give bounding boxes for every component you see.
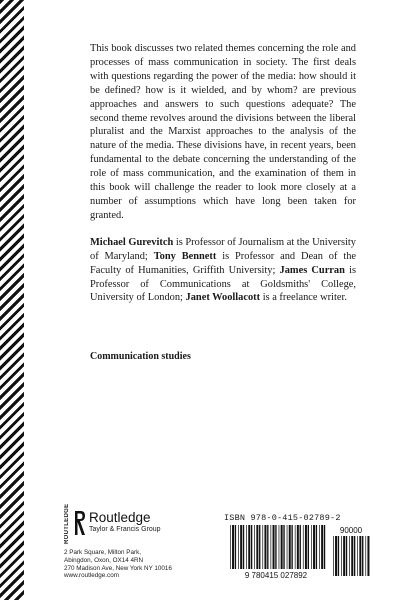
barcode-bar (254, 525, 255, 569)
barcode-bar (238, 525, 239, 569)
barcode-bar (341, 536, 342, 576)
blurb-paragraph: This book discusses two related themes concerning the role and processes of mass communication in society. The first deals with questions regarding the power of the media: how should it be defined? how is it wielded, and by whom? are previous approaches and answers to such questions adequate? The second theme revolves around the divisions between the liberal pluralist and the Marxist approaches to the analysis of the nature of the media. These divisions have, in recent years, been fundamental to the debate concerning the understanding of the role of mass communication, and the examination of them in this book will challenge the reader to look more closely at a number of assumptions which have long been taken for granted. (90, 43, 356, 221)
barcode-bar (246, 525, 247, 569)
barcode-bar (279, 525, 280, 569)
publisher-name: Routledge (89, 510, 151, 525)
barcode-bar (349, 536, 350, 576)
barcode-bar (289, 525, 291, 569)
barcode-bar (324, 525, 325, 569)
barcode-bar (264, 525, 266, 569)
barcode-bar (291, 525, 292, 569)
isbn-barcode-block (224, 513, 374, 580)
hatched-spine-border (0, 0, 24, 600)
barcode-bar (256, 525, 258, 569)
barcode-bar (243, 525, 244, 569)
barcode-bar (333, 536, 334, 576)
barcode-bar (321, 525, 323, 569)
barcode-bar (297, 525, 299, 569)
barcode-bar (235, 525, 236, 569)
routledge-logo-icon (74, 510, 86, 536)
barcode-bar (338, 536, 339, 576)
barcode-bar (295, 525, 296, 569)
barcode-bar (273, 525, 275, 569)
price-addon-barcode-icon (330, 524, 372, 580)
barcode-bar (248, 525, 250, 569)
barcode-bar (259, 525, 260, 569)
barcode-bar (367, 536, 369, 576)
barcode-bar (335, 536, 337, 576)
barcode-bar (354, 536, 355, 576)
address-line: 2 Park Square, Milton Park, (64, 549, 141, 556)
barcode-bar (343, 536, 345, 576)
barcode-bar (346, 536, 347, 576)
isbn-label: ISBN 978-0-415-02789-2 (224, 513, 341, 523)
barcode-bar (281, 525, 283, 569)
author-name: Tony Bennett (153, 250, 217, 262)
barcode-bar (251, 525, 252, 569)
barcode-bar (230, 525, 231, 569)
barcode-bar (303, 525, 304, 569)
ean-digits: 9 780415 027892 (244, 571, 308, 580)
author-bio-text: is Professor of Journalism at the University of Maryland; (90, 236, 356, 262)
barcode-bar (357, 536, 358, 576)
barcode-bar (316, 525, 317, 569)
back-cover-text (90, 42, 356, 318)
barcode-bar (362, 536, 363, 576)
address-line: www.routledge.com (64, 572, 119, 580)
author-bio-text: is Professor of Communications at Goldsmiths' College, University of London; (90, 264, 357, 304)
barcode-bar (262, 525, 263, 569)
price-code: 90000 (339, 526, 363, 535)
barcode-bar (300, 525, 301, 569)
subject-category: Communication studies (90, 351, 191, 362)
author-bios (90, 236, 356, 306)
barcode-bar (359, 536, 361, 576)
publisher-vertical-wordmark: ROUTLEDGE (64, 503, 70, 544)
barcode-bar (308, 525, 309, 569)
barcode-bar (311, 525, 312, 569)
barcode-bar (319, 525, 320, 569)
publisher-group: Taylor & Francis Group (89, 526, 161, 533)
barcode-bar (313, 525, 315, 569)
barcode-bar (232, 525, 234, 569)
author-name: James Curran (279, 264, 345, 276)
barcode-bar (305, 525, 307, 569)
barcode-bar (365, 536, 366, 576)
barcode-bar (287, 525, 288, 569)
barcode-bar (275, 525, 276, 569)
ean-barcode-icon (224, 524, 328, 580)
author-name: Janet Woollacott (185, 292, 261, 304)
author-name: Michael Gurevitch (90, 236, 174, 248)
author-bio-text: is Professor and Dean of the Faculty of Humanities, Griffith University; (90, 250, 357, 276)
address-line: Abingdon, Oxon, OX14 4RN (64, 556, 144, 564)
publisher-address (64, 549, 214, 580)
barcode-bar (240, 525, 242, 569)
barcode-bar (351, 536, 353, 576)
publisher-block (64, 503, 214, 580)
address-line: 270 Madison Ave, New York NY 10016 (64, 564, 172, 572)
author-bio-text: is a freelance writer. (260, 292, 347, 304)
barcode-bar (267, 525, 268, 569)
barcode-bar (271, 525, 272, 569)
barcode-bar (283, 525, 284, 569)
